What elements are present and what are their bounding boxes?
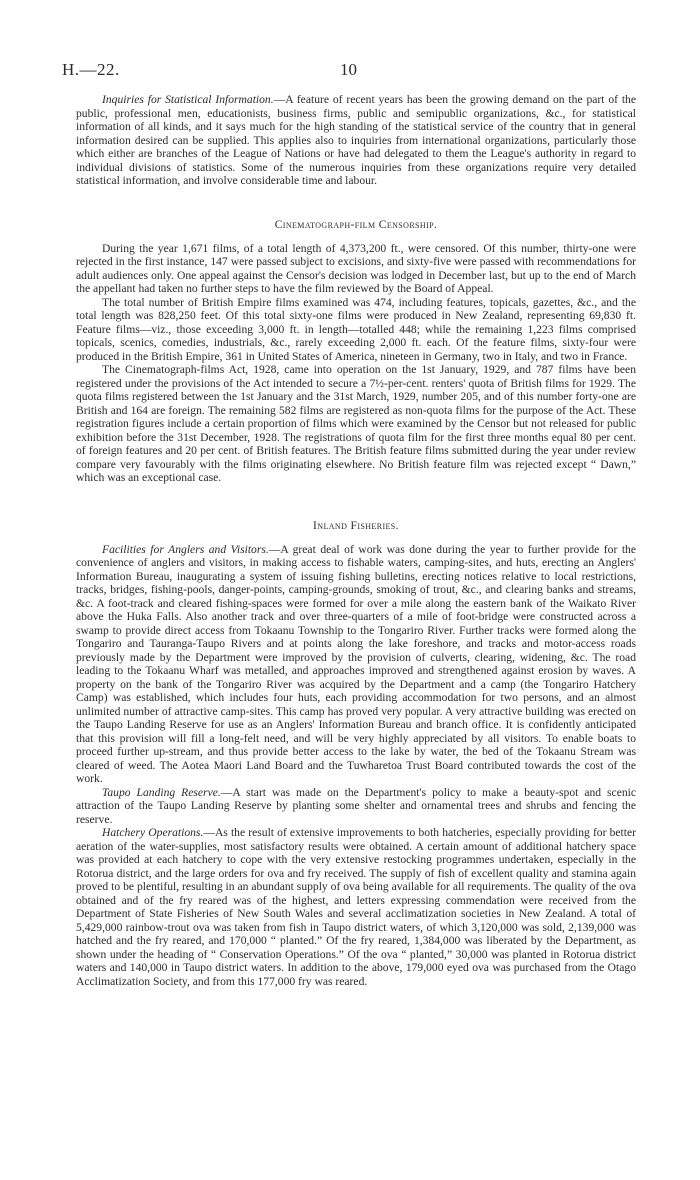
fisheries-anglers-lead: Facilities for Anglers and Visitors. [102, 542, 269, 556]
censorship-paragraph-3: The Cinematograph-films Act, 1928, came into operation on the 1st January, 1929, and 787 films have been registered under the provisions of the Act intended to secure a 7½-per-cent. renters' quota of British films for 1929. The quota films registered between the 1st January and the 31st March, 1929, number 205, and of this number forty-one are British and 164 are foreign. The remaining 582 films are registered as non-quota films for the purpose of the Act. These registration figures include a certain proportion of films which were examined by the Censor but not released for public exhibition before the 31st December, 1928. The registrations of quota film for the first three months equal 80 per cent. of foreign features and 20 per cent. of British features. The British feature films submitted during the year under review compare very favourably with the films originating elsewhere. No British feature film was rejected except “ Dawn,” which was an exceptional case. [76, 363, 636, 484]
fisheries-heading: Inland Fisheries. [313, 519, 399, 532]
fisheries-hatchery-paragraph [76, 826, 636, 988]
censorship-heading: Cinematograph-film Censorship. [274, 218, 438, 231]
fisheries-reserve-text: —A start was made on the Department's policy to make a beauty-spot and scenic attraction of the Taupo Landing Reserve by planting some shelter and ornamental trees and shrubs and fencing the reserve. [76, 785, 637, 826]
fisheries-reserve-paragraph [76, 786, 636, 827]
fisheries-anglers-text: —A great deal of work was done during the year to further provide for the convenience of anglers and visitors, in making access to fishable waters, camping-sites, and huts, erecting an Anglers' Information Bureau, inaugurating a system of issuing fishing bulletins, erecting notices relative to local restrictions, tracks, bridges, fishing-pools, danger-points, camping-grounds, smoking of trout, &c., and clearing banks and streams, &c. A foot-track and cleared fishing-spaces were formed for over a mile along the eastern bank of the Waikato River above the Huka Falls. Also another track and over three-quarters of a mile of foot-bridge were constructed across a swamp to provide direct access from Tokaanu Township to the Tongariro River. Further tracks were formed along the Tongariro and Tauranga-Taupo Rivers and at points along the lake foreshore, and tracks and motor-access roads previously made by the Department were improved by the provision of culverts, clearing, widening, &c. The road leading to the Tokaanu Wharf was metalled, and approaches improved and strengthened against erosion by waves. A property on the bank of the Tongariro River was acquired by the Department and a camp (the Tongariro Hatchery Camp) was established, which includes four huts, each providing accommodation for two persons, and an almost unlimited number of attractive camp-sites. This camp has proved very popular. A very attractive building was erected on the Taupo Landing Reserve for use as an Anglers' Information Bureau and branch office. It is confidently anticipated that this provision will fill a long-felt need, and will be very highly appreciated by all visitors. To enable boats to proceed further up-stream, and thus provide better access to the lake by water, the bed of the Tokaanu Stream was cleared of weed. The Aotea Maori Land Board and the Tuwharetoa Trust Board contributed towards the cost of the work. [76, 542, 636, 785]
censorship-paragraph-1: During the year 1,671 films, of a total length of 4,373,200 ft., were censored. Of this number, thirty-one were rejected in the first instance, 147 were passed subject to excisions, and sixty-five were passed with recommendations for adult audiences only. One appeal against the Censor's decision was lodged in December last, but up to the end of March the appellant had taken no further steps to have the film reviewed by the Board of Appeal. [76, 241, 636, 295]
page-body [76, 93, 636, 988]
statistical-information-text: —A feature of recent years has been the growing demand on the part of the public, professional men, educationists, business firms, public and semipublic organizations, &c., for statistical information of all kinds, and it says much for the high standing of the statistical service of the country that in general information desired can be supplied. This applies also to inquiries from international organizations, particularly those which either are branches of the League of Nations or have had delegated to them the League's authority in regard to individual divisions of statistics. Some of the numerous inquiries from these organizations require very detailed statistical information, and involve considerable time and labour. [76, 93, 637, 187]
statistical-information-lead: Inquiries for Statistical Information. [102, 93, 274, 106]
fisheries-hatchery-lead: Hatchery Operations. [102, 826, 204, 839]
fisheries-hatchery-text: —As the result of extensive improvements to both hatcheries, especially providing for better aeration of the water-supplies, most satisfactory results were obtained. A certain amount of additional hatchery space was provided at each hatchery to cope with the very extensive restocking programmes undertaken, especially in the Rotorua district, and the large orders for ova and fry received. The supply of fish of excellent quality and stamina again proved to be plentiful, resulting in an abundant supply of ova being available for all requirements. The quality of the ova obtained and of the fry reared was of the highest, and letters expressing commendation were received from the Department of State Fisheries of New South Wales and several acclimatization societies in New Zealand. A total of 5,429,000 rainbow-trout ova was taken from fish in Taupo district waters, of which 3,120,000 was sold, 2,139,000 was hatched and the fry reared, and 170,000 “ planted.” Of the fry reared, 1,384,000 was liberated by the Department, as shown under the heading of “ Conservation Operations.” Of the ova “ planted,” 30,000 was planted in Rotorua district waters and 140,000 in Taupo district waters. In addition to the above, 179,000 eyed ova was purchased from the Otago Acclimatization Society, and from this 177,000 fry was reared. [76, 826, 636, 988]
statistical-information-paragraph [76, 93, 636, 188]
censorship-paragraph-2: The total number of British Empire films examined was 474, including features, topicals, gazettes, &c., and the total length was 828,250 feet. Of this total sixty-one films were produced in New Zealand, representing 69,830 ft. Feature films—viz., those exceeding 3,000 ft. in length—totalled 448; while the remaining 1,223 films comprised topicals, scenics, comedies, industrials, &c., rarely exceeding 2,000 ft. each. Of the feature films, sixty-four were produced in the British Empire, 361 in United States of America, nineteen in Germany, two in Italy, and two in France. [76, 295, 636, 363]
fisheries-anglers-paragraph [76, 543, 636, 786]
document-number: H.—22. [62, 60, 120, 79]
fisheries-reserve-lead: Taupo Landing Reserve. [102, 785, 221, 799]
page-header [62, 60, 642, 80]
page-number: 10 [340, 60, 357, 79]
